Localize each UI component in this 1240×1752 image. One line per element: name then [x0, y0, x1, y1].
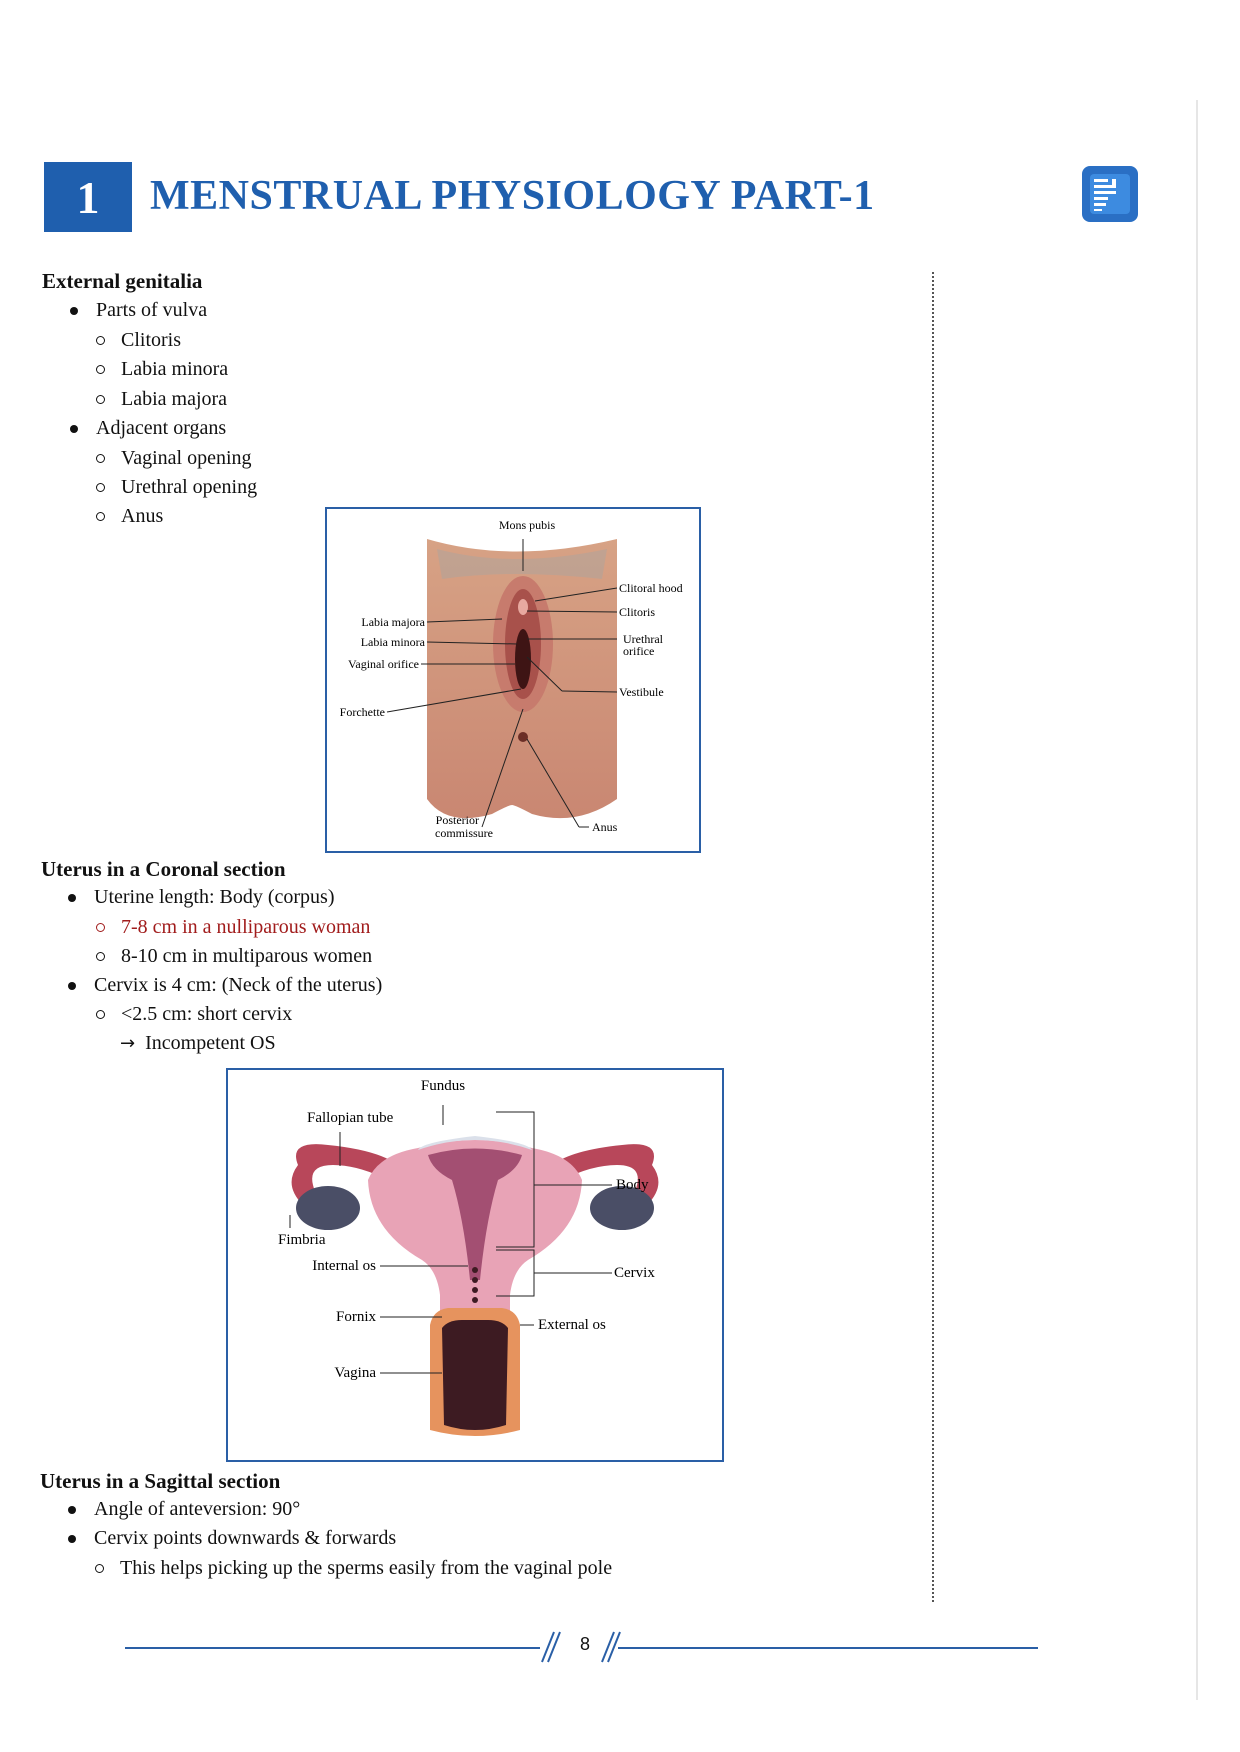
uterus-illustration: [228, 1070, 722, 1460]
chapter-number: 1: [76, 171, 100, 223]
label-posterior-commissure-1: Posterior: [435, 813, 479, 827]
label-vaginal-orifice: Vaginal orifice: [348, 657, 419, 671]
label-body: Body: [616, 1177, 649, 1193]
label-vestibule: Vestibule: [619, 685, 664, 699]
footer-rule-left: [125, 1647, 540, 1649]
label-vagina: Vagina: [334, 1365, 376, 1381]
footer-slash-icon: [538, 1630, 562, 1664]
sub-item: Vaginal opening: [96, 447, 252, 470]
label-clitoris: Clitoris: [619, 605, 656, 619]
bullet-item: Parts of vulva: [70, 299, 207, 322]
circle-bullet-icon: [96, 336, 105, 345]
bullet-icon: [68, 1535, 76, 1543]
heading-external-genitalia: External genitalia: [42, 269, 203, 293]
bullet-item: Cervix points downwards & forwards: [68, 1527, 396, 1550]
label-external-os: External os: [538, 1317, 606, 1333]
label-posterior-commissure-2: commissure: [435, 826, 493, 840]
heading-sagittal-section: Uterus in a Sagittal section: [40, 1469, 281, 1493]
footer-rule-right: [618, 1647, 1038, 1649]
label-anus: Anus: [592, 820, 618, 834]
label-fallopian-tube: Fallopian tube: [307, 1110, 394, 1126]
sub-item: <2.5 cm: short cervix: [96, 1003, 292, 1026]
circle-bullet-icon: [96, 365, 105, 374]
bullet-item: Adjacent organs: [70, 417, 226, 440]
bullet-item: Uterine length: Body (corpus): [68, 886, 335, 909]
bullet-icon: [70, 425, 78, 433]
circle-bullet-icon: [96, 454, 105, 463]
arrow-item: → Incompetent OS: [120, 1032, 276, 1054]
label-cervix: Cervix: [614, 1265, 655, 1281]
label-mons-pubis: Mons pubis: [498, 518, 556, 532]
heading-coronal-section: Uterus in a Coronal section: [41, 857, 286, 881]
publisher-logo-icon: [1082, 166, 1138, 222]
figure-uterus: [226, 1068, 724, 1462]
sub-item: Labia majora: [96, 388, 227, 411]
circle-bullet-icon: [96, 395, 105, 404]
circle-bullet-icon: [96, 952, 105, 961]
sub-item: This helps picking up the sperms easily from the vaginal pole: [95, 1557, 612, 1580]
label-fimbria: Fimbria: [278, 1232, 326, 1248]
sub-item: Urethral opening: [96, 476, 257, 499]
bullet-icon: [70, 307, 78, 315]
sub-item: Anus: [96, 505, 163, 528]
footer-slash-icon: [598, 1630, 622, 1664]
circle-bullet-icon: [96, 923, 105, 932]
label-fundus: Fundus: [420, 1078, 466, 1094]
circle-bullet-icon: [96, 483, 105, 492]
label-fornix: Fornix: [335, 1309, 376, 1325]
label-forchette: Forchette: [339, 705, 385, 719]
bullet-item: Angle of anteversion: 90°: [68, 1498, 300, 1521]
circle-bullet-icon: [95, 1564, 104, 1573]
bullet-icon: [68, 1506, 76, 1514]
page-edge-shadow: [1196, 100, 1198, 1700]
sub-item: Labia minora: [96, 358, 228, 381]
figure-vulva: [325, 507, 701, 853]
column-divider: [932, 272, 934, 1602]
label-labia-majora: Labia majora: [361, 615, 425, 629]
bullet-item: Cervix is 4 cm: (Neck of the uterus): [68, 974, 382, 997]
label-urethral-orifice-1: Urethral: [623, 632, 663, 646]
right-arrow-icon: →: [120, 1033, 136, 1054]
label-clitoral-hood: Clitoral hood: [619, 581, 683, 595]
sub-item: Clitoris: [96, 329, 181, 352]
chapter-title: MENSTRUAL PHYSIOLOGY PART-1: [150, 173, 875, 219]
page-number: 8: [580, 1634, 591, 1654]
sub-item-highlighted: 7-8 cm in a nulliparous woman: [96, 916, 370, 939]
label-labia-minora: Labia minora: [360, 635, 425, 649]
chapter-number-badge: [44, 162, 132, 232]
circle-bullet-icon: [96, 1010, 105, 1019]
bullet-icon: [68, 894, 76, 902]
vulva-illustration: [327, 509, 699, 851]
sub-item: 8-10 cm in multiparous women: [96, 945, 372, 968]
label-internal-os: Internal os: [312, 1258, 376, 1274]
circle-bullet-icon: [96, 512, 105, 521]
bullet-icon: [68, 982, 76, 990]
label-urethral-orifice-2: orifice: [623, 644, 655, 658]
